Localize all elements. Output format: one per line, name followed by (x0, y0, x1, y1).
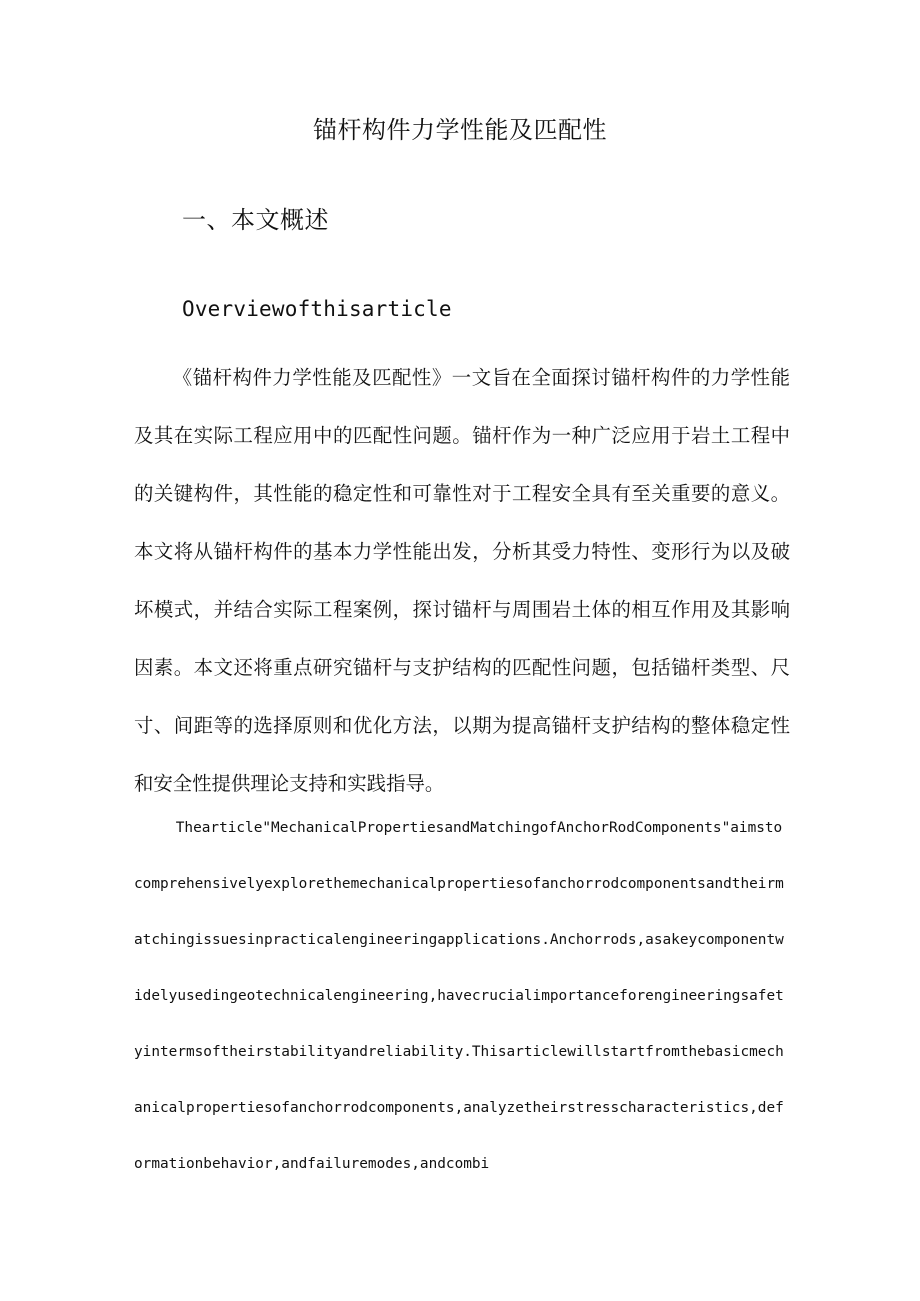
document-title: 锚杆构件力学性能及匹配性 (313, 116, 607, 144)
section-heading-english: Overviewofthisarticle (182, 297, 452, 321)
chinese-overview-paragraph: 《锚杆构件力学性能及匹配性》一文旨在全面探讨锚杆构件的力学性能及其在实际工程应用中的匹配性问题。锚杆作为一种广泛应用于岩土工程中的关键构件，其性能的稳定性和可靠性对于工程安全具有至关重要的意义。本文将从锚杆构件的基本力学性能出发，分析其受力特性、变形行为以及破坏模式，并结合实际工程案例，探讨锚杆与周围岩土体的相互作用及其影响因素。本文还将重点研究锚杆与支护结构的匹配性问题，包括锚杆类型、尺寸、间距等的选择原则和优化方法，以期为提高锚杆支护结构的整体稳定性和安全性提供理论支持和实践指导。 (134, 366, 790, 795)
english-overview-paragraph: Thearticle"MechanicalPropertiesandMatchingofAnchorRodComponents"aimstocomprehensivelyexplorethemechanicalpropertiesofanchorrodcomponentsandtheirmatchingissuesinpracticalengineeringapplications.Anchorrods,asakeycomponentwidelyusedingeotechnicalengineering,havecrucialimportanceforengineeringsafetyintermsoftheirstabilityandreliability.Thisarticlewillstartfromthebasicmechanicalpropertiesofanchorrodcomponents,analyzetheirstresscharacteristics,deformationbehavior,andfailuremodes,andcombi (134, 820, 784, 1172)
section-heading: 一、本文概述 (182, 206, 329, 234)
